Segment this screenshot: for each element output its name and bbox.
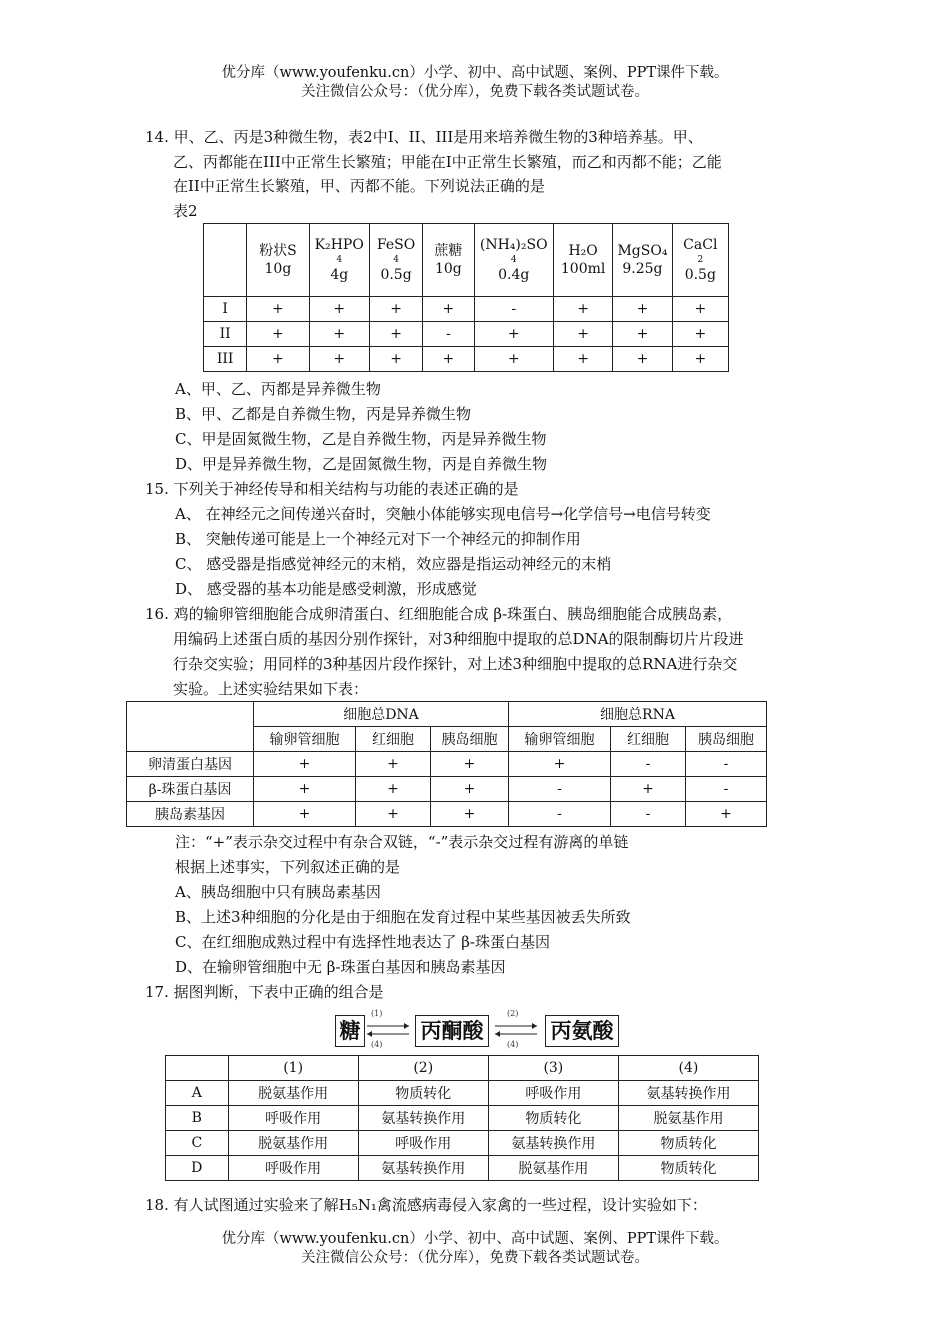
q14-stem-line-3: 在II中正常生长繁殖，甲、丙都不能。下列说法正确的是 (173, 177, 545, 195)
q14-medium-table (203, 223, 729, 372)
q16-stem-question: 根据上述事实，下列叙述正确的是 (175, 858, 401, 876)
q16-note: 注：“+”表示杂交过程中有杂合双链，“-”表示杂交过程有游离的单链 (175, 833, 629, 851)
q17-stem: 17. 据图判断，下表中正确的组合是 (145, 983, 384, 1001)
q14-stem-line-2: 乙、丙都能在III中正常生长繁殖；甲能在I中正常生长繁殖，而乙和丙都不能；乙能 (173, 153, 722, 171)
col-header: 粉状S 10g (247, 224, 309, 297)
q15-stem: 15. 下列关于神经传导和相关结构与功能的表述正确的是 (145, 480, 519, 498)
table-row: D 呼吸作用 氨基转换作用 脱氨基作用 物质转化 (166, 1156, 759, 1181)
q16-option-d: D、在输卵管细胞中无 β-珠蛋白基因和胰岛素基因 (175, 958, 506, 976)
col-header: FeSO 4 0.5g (369, 224, 422, 297)
arrow-label-4: (4) (507, 1040, 519, 1049)
double-arrow-icon (491, 1020, 541, 1042)
alanine-box: 丙氨酸 (545, 1015, 619, 1047)
sugar-box: 糖 (335, 1015, 365, 1047)
cell-header-row: 输卵管细胞 红细胞 胰岛细胞 输卵管细胞 红细胞 胰岛细胞 (127, 727, 767, 752)
q15-option-b: B、 突触传递可能是上一个神经元对下一个神经元的抑制作用 (175, 530, 581, 548)
q16-stem-line-2: 用编码上述蛋白质的基因分别作探针，对3种细胞中提取的总DNA的限制酶切片片段进 (173, 630, 744, 648)
col-header: MgSO₄ 9.25g (613, 224, 672, 297)
table-row: I + + + + - + + + (204, 297, 729, 322)
group-header: 细胞总RNA (509, 702, 767, 727)
col-header: CaCl 2 0.5g (672, 224, 728, 297)
q14-option-c: C、甲是固氮微生物，乙是自养微生物，丙是异养微生物 (175, 430, 547, 448)
table-row: 卵清蛋白基因 + + + + - - (127, 752, 767, 777)
col-header: H₂O 100ml (553, 224, 612, 297)
footer-line-1: 优分库（www.youfenku.cn）小学、初中、高中试题、案例、PPT课件下载。 (221, 1231, 729, 1247)
q15-option-d: D、 感受器的基本功能是感受刺激，形成感觉 (175, 580, 477, 598)
arrow-label-2: (4) (371, 1040, 383, 1049)
table-row: 胰岛素基因 + + + - - + (127, 802, 767, 827)
q16-stem-line-1: 16. 鸡的输卵管细胞能合成卵清蛋白、红细胞能合成 β-珠蛋白、胰岛细胞能合成胰岛素， (145, 605, 733, 623)
table-row: III + + + + + + + + (204, 347, 729, 372)
table-row: A 脱氨基作用 物质转化 呼吸作用 氨基转换作用 (166, 1081, 759, 1106)
double-arrow-icon (363, 1020, 413, 1042)
table-header-row: (1) (2) (3) (4) (166, 1056, 759, 1081)
table-row: B 呼吸作用 氨基转换作用 物质转化 脱氨基作用 (166, 1106, 759, 1131)
table-row: II + + + - + + + + (204, 322, 729, 347)
q15-option-c: C、 感受器是指感觉神经元的末梢，效应器是指运动神经元的末梢 (175, 555, 612, 573)
q14-stem-line-1: 14. 甲、乙、丙是3种微生物，表2中I、II、III是用来培养微生物的3种培养基。甲、 (145, 128, 703, 146)
q16-option-a: A、胰岛细胞中只有胰岛素基因 (175, 883, 381, 901)
table-row: β-珠蛋白基因 + + + - + - (127, 777, 767, 802)
q16-stem-line-4: 实验。上述实验结果如下表： (173, 680, 369, 698)
q14-option-d: D、甲是异养微生物，乙是固氮微生物，丙是自养微生物 (175, 455, 548, 473)
header-line-1: 优分库（www.youfenku.cn）小学、初中、高中试题、案例、PPT课件下载。 (221, 65, 729, 81)
q16-stem-line-3: 行杂交实验；用同样的3种基因片段作探针，对上述3种细胞中提取的总RNA进行杂交 (173, 655, 738, 673)
q17-pathway-diagram (335, 1010, 625, 1050)
arrow-label-3: (2) (507, 1009, 519, 1018)
group-header: 细胞总DNA (254, 702, 509, 727)
header-line-2: 关注微信公众号：（优分库），免费下载各类试题试卷。 (301, 84, 649, 100)
footer-line-2: 关注微信公众号：（优分库），免费下载各类试题试卷。 (301, 1250, 649, 1266)
col-header: K₂HPO 4 4g (309, 224, 369, 297)
table-row: C 脱氨基作用 呼吸作用 氨基转换作用 物质转化 (166, 1131, 759, 1156)
table-header-row (204, 224, 729, 297)
q14-option-a: A、甲、乙、丙都是异养微生物 (175, 380, 381, 398)
q18-stem: 18. 有人试图通过实验来了解H₅N₁禽流感病毒侵入家禽的一些过程，设计实验如下： (145, 1196, 707, 1214)
group-header-row (127, 702, 767, 727)
q16-hybridization-table (126, 701, 767, 827)
q16-option-b: B、上述3种细胞的分化是由于细胞在发育过程中某些基因被丢失所致 (175, 908, 631, 926)
arrow-label-1: (1) (371, 1009, 383, 1018)
pyruvate-box: 丙酮酸 (415, 1015, 489, 1047)
col-header: 蔗糖 10g (423, 224, 474, 297)
page-header (0, 64, 950, 102)
q14-option-b: B、甲、乙都是自养微生物，丙是异养微生物 (175, 405, 472, 423)
col-header: (NH₄)₂SO 4 0.4g (474, 224, 553, 297)
page-footer (0, 1230, 950, 1268)
q16-option-c: C、在红细胞成熟过程中有选择性地表达了 β-珠蛋白基因 (175, 933, 550, 951)
q17-answer-table (165, 1055, 759, 1181)
q14-table-caption: 表2 (173, 202, 198, 220)
q15-option-a: A、 在神经元之间传递兴奋时，突触小体能够实现电信号→化学信号→电信号转变 (175, 505, 711, 523)
